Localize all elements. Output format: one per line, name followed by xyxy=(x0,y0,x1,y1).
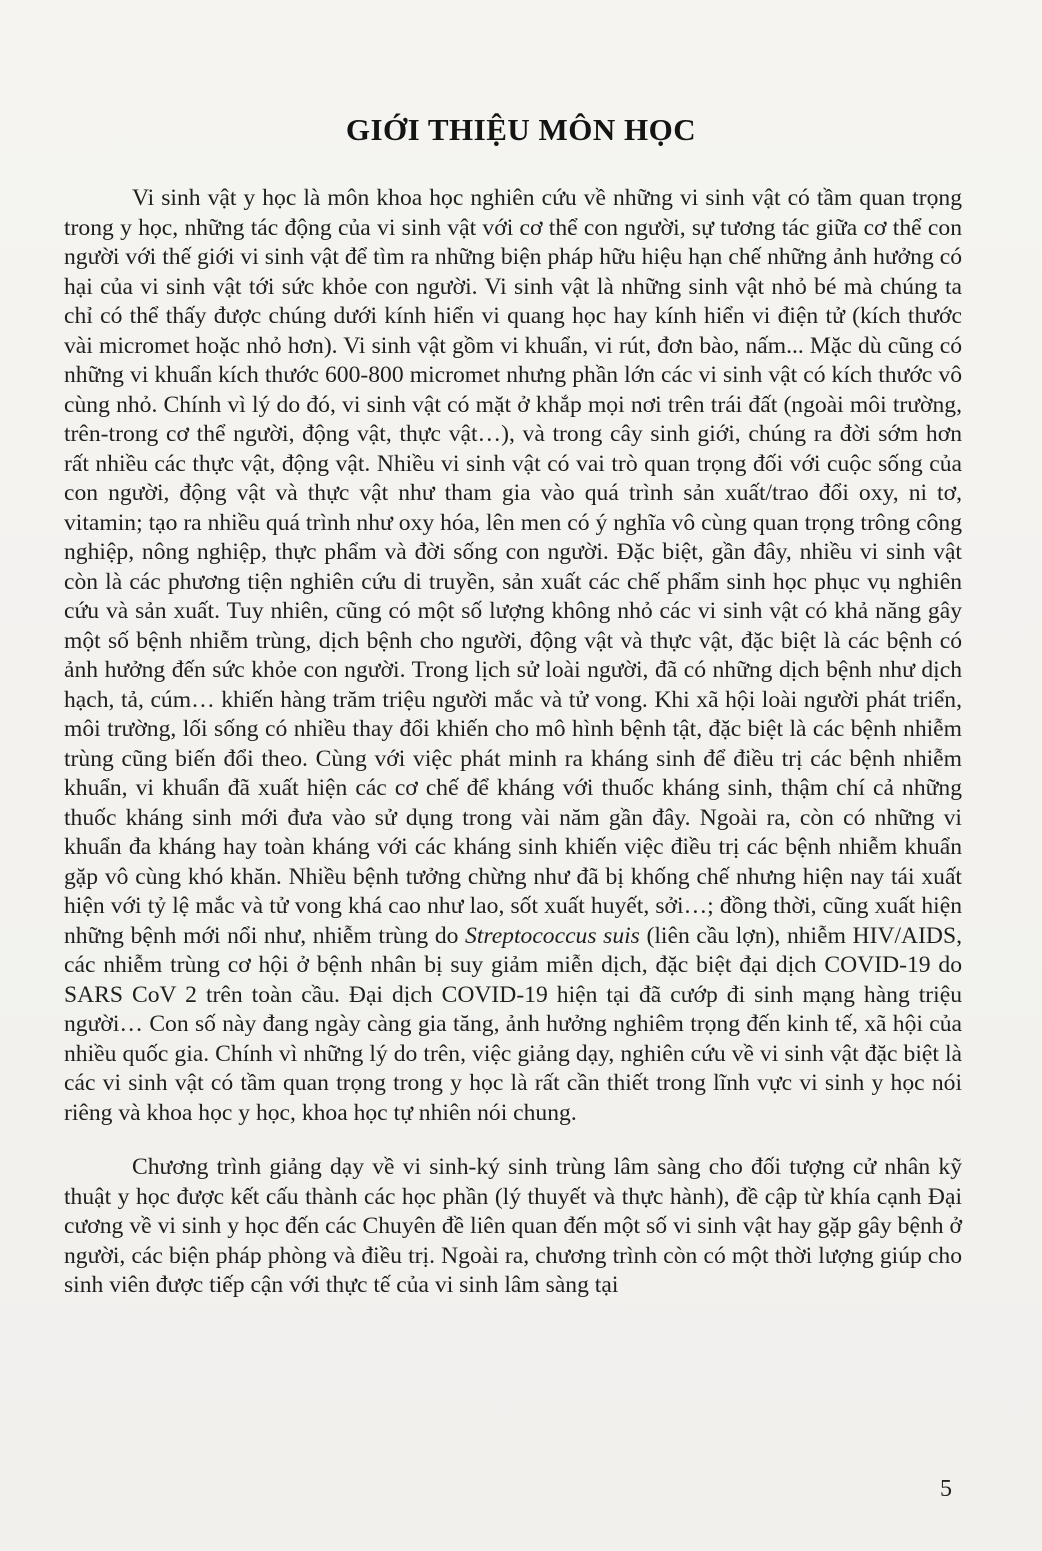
paragraph-2: Chương trình giảng dạy về vi sinh-ký sinh trùng lâm sàng cho đối tượng cử nhân kỹ thuật y học được kết cấu thành các học phần (lý thuyết và thực hành), đề cập từ khía cạnh Đại cương về vi sinh y học đến các Chuyên đề liên quan đến một số vi sinh vật hay gặp gây bệnh ở người, các biện pháp phòng và điều trị. Ngoài ra, chương trình còn có một thời lượng giúp cho sinh viên được tiếp cận với thực tế của vi sinh lâm sàng tại xyxy=(64,1154,962,1298)
species-name: Streptococcus suis xyxy=(465,922,640,949)
paragraph-1-text-b: (liên cầu lợn), nhiễm HIV/AIDS, các nhiễm trùng cơ hội ở bệnh nhân bị suy giảm miễn dịch, đặc biệt đại dịch COVID-19 do SARS CoV 2 trên toàn cầu. Đại dịch COVID-19 hiện tại đã cướp đi sinh mạng hàng triệu người… Con số này đang ngày càng gia tăng, ảnh hưởng nghiêm trọng đến kinh tế, xã hội của nhiều quốc gia. Chính vì những lý do trên, việc giảng dạy, nghiên cứu về vi sinh vật đặc biệt là các vi sinh vật có tầm quan trọng trong y học là rất cần thiết trong lĩnh vực vi sinh y học nói riêng và khoa học y học, khoa học tự nhiên nói chung. xyxy=(64,922,962,1126)
page-title: GIỚI THIỆU MÔN HỌC xyxy=(345,112,697,147)
body-text xyxy=(64,184,962,1301)
page-number: 5 xyxy=(940,1476,952,1502)
paragraph-1-text-a: Vi sinh vật y học là môn khoa học nghiên cứu về những vi sinh vật có tầm quan trọng trong y học, những tác động của vi sinh vật với cơ thể con người, sự tương tác giữa cơ thể con người với thế giới vi sinh vật để tìm ra những biện pháp hữu hiệu hạn chế những ảnh hưởng có hại của vi sinh vật tới sức khỏe con người. Vi sinh vật là những sinh vật nhỏ bé mà chúng ta chỉ có thể thấy được chúng dưới kính hiển vi quang học hay kính hiển vi điện tử (kích thước vài micromet hoặc nhỏ hơn). Vi sinh vật gồm vi khuẩn, vi rút, đơn bào, nấm... Mặc dù cũng có những vi khuẩn kích thước 600-800 micromet nhưng phần lớn các vi sinh vật có kích thước vô cùng nhỏ. Chính vì lý do đó, vi sinh vật có mặt ở khắp mọi nơi trên trái đất (ngoài môi trường, trên-trong cơ thể người, động vật, thực vật…), và trong cây sinh giới, chúng ra đời sớm hơn rất nhiều các thực vật, động vật. Nhiều vi sinh vật có vai trò quan trọng đối với cuộc sống của con người, động vật và thực vật như tham gia vào quá trình sản xuất/trao đổi oxy, ni tơ, vitamin; tạo ra nhiều quá trình như oxy hóa, lên men có ý nghĩa vô cùng quan trọng trông công nghiệp, nông nghiệp, thực phẩm và đời sống con người. Đặc biệt, gần đây, nhiều vi sinh vật còn là các phương tiện nghiên cứu di truyền, sản xuất các chế phẩm sinh học phục vụ nghiên cứu và sản xuất. Tuy nhiên, cũng có một số lượng không nhỏ các vi sinh vật có khả năng gây một số bệnh nhiễm trùng, dịch bệnh cho người, động vật và thực vật, đặc biệt là các bệnh có ảnh hưởng đến sức khỏe con người. Trong lịch sử loài người, đã có những dịch bệnh như dịch hạch, tả, cúm… khiến hàng trăm triệu người mắc và tử vong. Khi xã hội loài người phát triển, môi trường, lối sống có nhiều thay đổi khiến cho mô hình bệnh tật, đặc biệt là các bệnh nhiễm trùng cũng biến đổi theo. Cùng với việc phát minh ra kháng sinh để điều trị các bệnh nhiễm khuẩn, vi khuẩn đã xuất hiện các cơ chế để kháng với thuốc kháng sinh, thậm chí cả những thuốc kháng sinh mới đưa vào sử dụng trong vài năm gần đây. Ngoài ra, còn có những vi khuẩn đa kháng hay toàn kháng với các kháng sinh khiến việc điều trị các bệnh nhiễm khuẩn gặp vô cùng khó khăn. Nhiều bệnh tưởng chừng như đã bị khống chế nhưng hiện nay tái xuất hiện với tỷ lệ mắc và tử vong khá cao như lao, sốt xuất huyết, sởi…; đồng thời, cũng xuất hiện những bệnh mới nổi như, nhiễm trùng do xyxy=(64,185,962,949)
paragraph-1 xyxy=(64,184,962,1128)
